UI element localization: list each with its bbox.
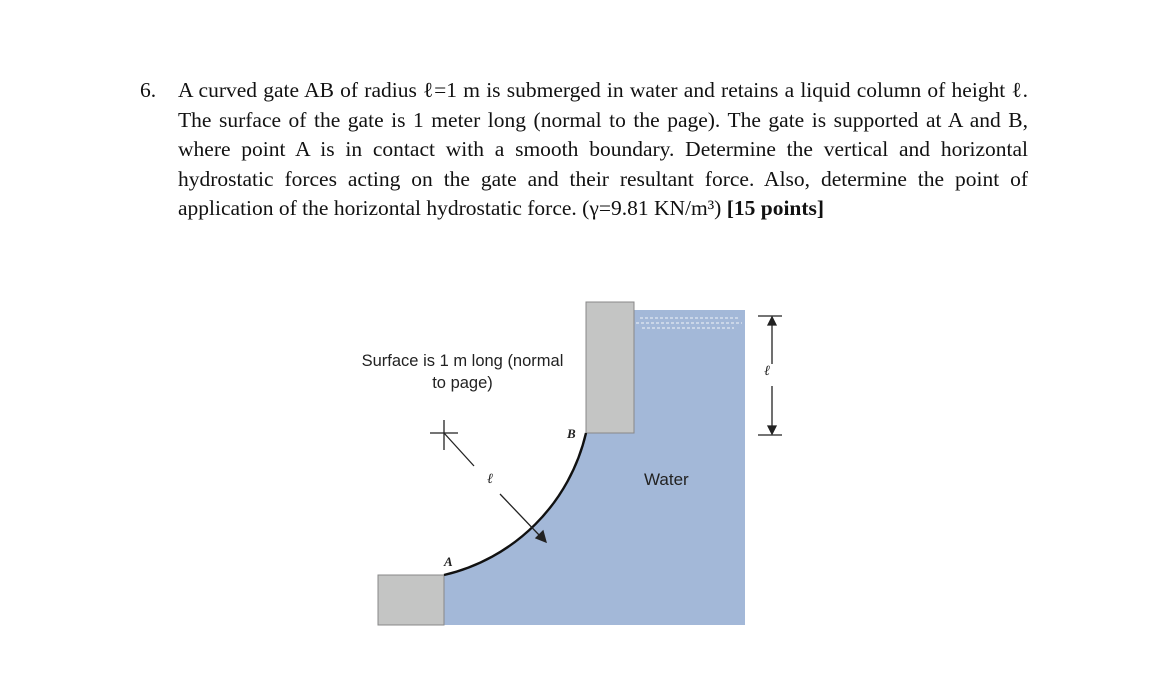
radius-label: ℓ	[487, 472, 493, 487]
gate-figure	[360, 292, 790, 632]
lower-floor	[378, 575, 444, 625]
problem-text-block	[178, 76, 1028, 224]
upper-wall	[586, 302, 634, 433]
height-label: ℓ	[764, 364, 770, 379]
problem-statement: A curved gate AB of radius ℓ=1 m is submerged in water and retains a liquid column of height ℓ. The surface of the gate is 1 meter long (normal to the page). The gate is supported at A and B, where point A is in contact with a smooth boundary. Determine the vertical and horizontal hydrostatic forces acting on the gate and their resultant force. Also, determine the point of application of the horizontal hydrostatic force. (γ=9.81 KN/m³)	[178, 78, 1028, 220]
problem-points: [15 points]	[726, 196, 825, 220]
center-mark	[430, 420, 458, 450]
problem-6	[140, 76, 1028, 224]
problem-number: 6.	[140, 78, 157, 102]
surface-note: Surface is 1 m long (normal to page)	[361, 352, 564, 392]
gate-diagram	[360, 292, 790, 632]
water-label: Water	[644, 470, 689, 489]
point-a-label: A	[444, 554, 453, 569]
radius-arrow	[444, 433, 546, 542]
height-dimension	[758, 316, 782, 435]
point-b-label: B	[567, 426, 576, 441]
